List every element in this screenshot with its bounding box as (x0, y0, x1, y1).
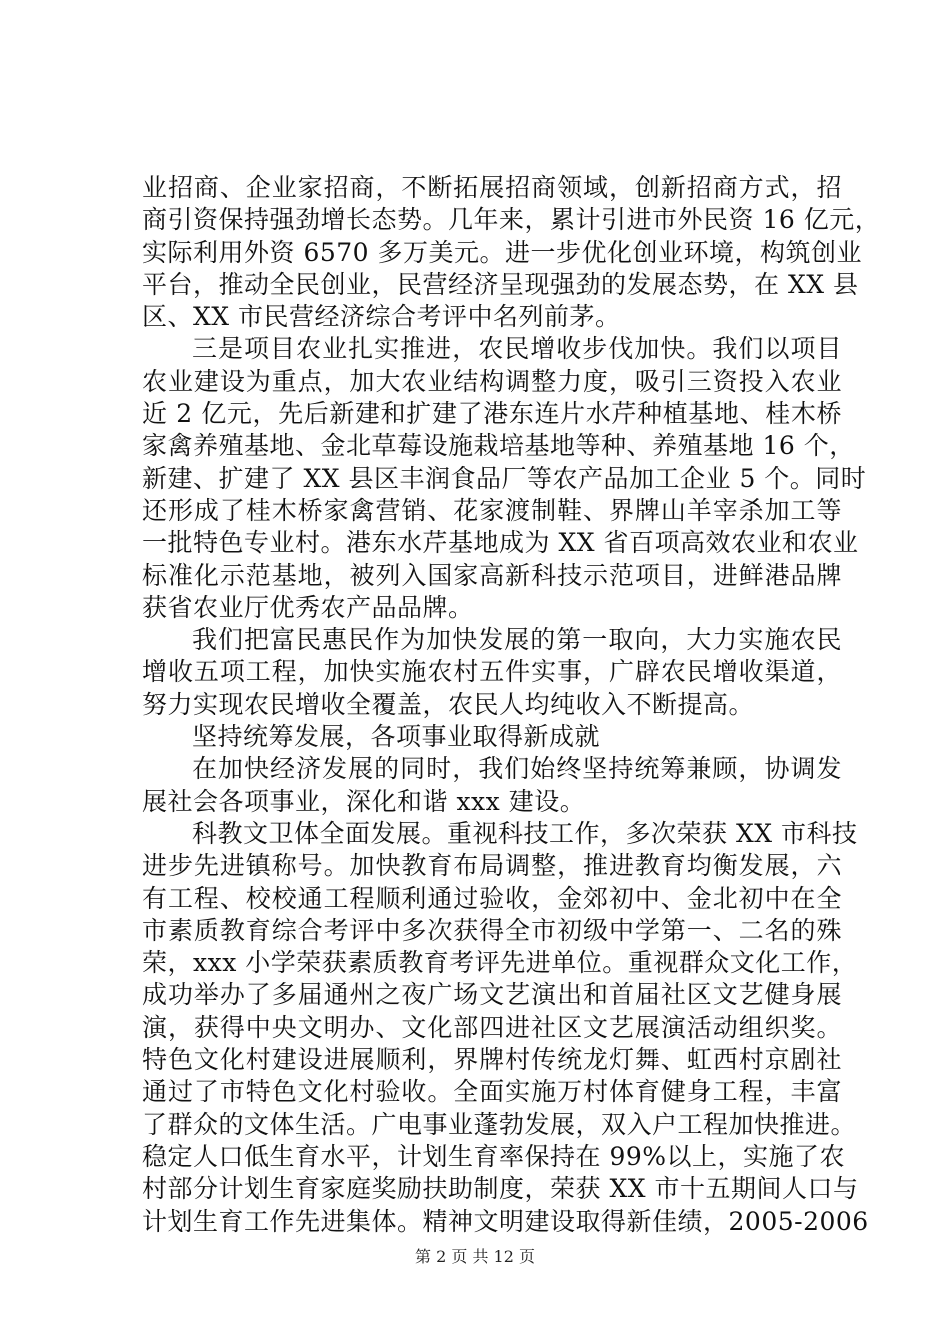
text-line: 稳定人口低生育水平，计划生育率保持在 99%以上，实施了农 (142, 1141, 846, 1171)
text-line: 荣，xxx 小学荣获素质教育考评先进单位。重视群众文化工作， (142, 948, 858, 978)
text-line: 还形成了桂木桥家禽营销、花家渡制鞋、界牌山羊宰杀加工等 (142, 495, 842, 525)
text-line: 平台，推动全民创业，民营经济呈现强劲的发展态势，在 XX 县 (142, 269, 859, 299)
document-body (142, 172, 881, 1238)
text-line: 成功举办了多届通州之夜广场文艺演出和首届社区文艺健身展 (142, 980, 842, 1010)
text-line: 进步先进镇称号。加快教育布局调整，推进教育均衡发展，六 (142, 851, 842, 881)
text-line: 了群众的文体生活。广电事业蓬勃发展，双入户工程加快推进。 (142, 1109, 857, 1139)
text-line: 坚持统筹发展，各项事业取得新成就 (192, 722, 601, 752)
text-line: 有工程、校校通工程顺利通过验收，金郊初中、金北初中在全 (142, 883, 842, 913)
text-line: 努力实现农民增收全覆盖，农民人均纯收入不断提高。 (142, 689, 755, 719)
text-line: 近 2 亿元，先后新建和扩建了港东连片水芹种植基地、桂木桥 (142, 399, 842, 429)
text-line: 计划生育工作先进集体。精神文明建设取得新佳绩，2005-2006 (142, 1206, 869, 1236)
text-line: 一批特色专业村。港东水芹基地成为 XX 省百项高效农业和农业 (142, 528, 859, 558)
text-line: 通过了市特色文化村验收。全面实施万村体育健身工程，丰富 (142, 1077, 842, 1107)
text-line: 获省农业厅优秀农产品品牌。 (142, 592, 474, 622)
text-line: 区、XX 市民营经济综合考评中名列前茅。 (142, 302, 621, 332)
text-line: 我们把富民惠民作为加快发展的第一取向，大力实施农民 (192, 625, 842, 655)
text-line: 市素质教育综合考评中多次获得全市初级中学第一、二名的殊 (142, 915, 842, 945)
text-line: 展社会各项事业，深化和谐 xxx 建设。 (142, 786, 586, 816)
page-number-footer: 第 2 页 共 12 页 (415, 1247, 535, 1266)
text-line: 科教文卫体全面发展。重视科技工作，多次荣获 XX 市科技 (192, 818, 858, 848)
text-line: 三是项目农业扎实推进，农民增收步伐加快。我们以项目 (192, 334, 842, 364)
text-line: 在加快经济发展的同时，我们始终坚持统筹兼顾，协调发 (192, 754, 842, 784)
text-line: 增收五项工程，加快实施农村五件实事，广辟农民增收渠道， (142, 657, 842, 687)
text-line: 标准化示范基地，被列入国家高新科技示范项目，进鲜港品牌 (142, 560, 842, 590)
text-line: 特色文化村建设进展顺利，界牌村传统龙灯舞、虹西村京剧社 (142, 1045, 842, 1075)
text-line: 农业建设为重点，加大农业结构调整力度，吸引三资投入农业 (142, 366, 842, 396)
text-line: 村部分计划生育家庭奖励扶助制度，荣获 XX 市十五期间人口与 (142, 1174, 859, 1204)
text-line: 新建、扩建了 XX 县区丰润食品厂等农产品加工企业 5 个。同时 (142, 463, 867, 493)
text-line: 业招商、企业家招商，不断拓展招商领域，创新招商方式，招 (142, 173, 842, 202)
text-line: 演，获得中央文明办、文化部四进社区文艺展演活动组织奖。 (142, 1012, 842, 1042)
text-line: 家禽养殖基地、金北草莓设施栽培基地等种、养殖基地 16 个， (142, 431, 855, 461)
text-line: 商引资保持强劲增长态势。几年来，累计引进市外民资 16 亿元， (142, 205, 881, 235)
text-line: 实际利用外资 6570 多万美元。进一步优化创业环境，构筑创业 (142, 237, 863, 267)
